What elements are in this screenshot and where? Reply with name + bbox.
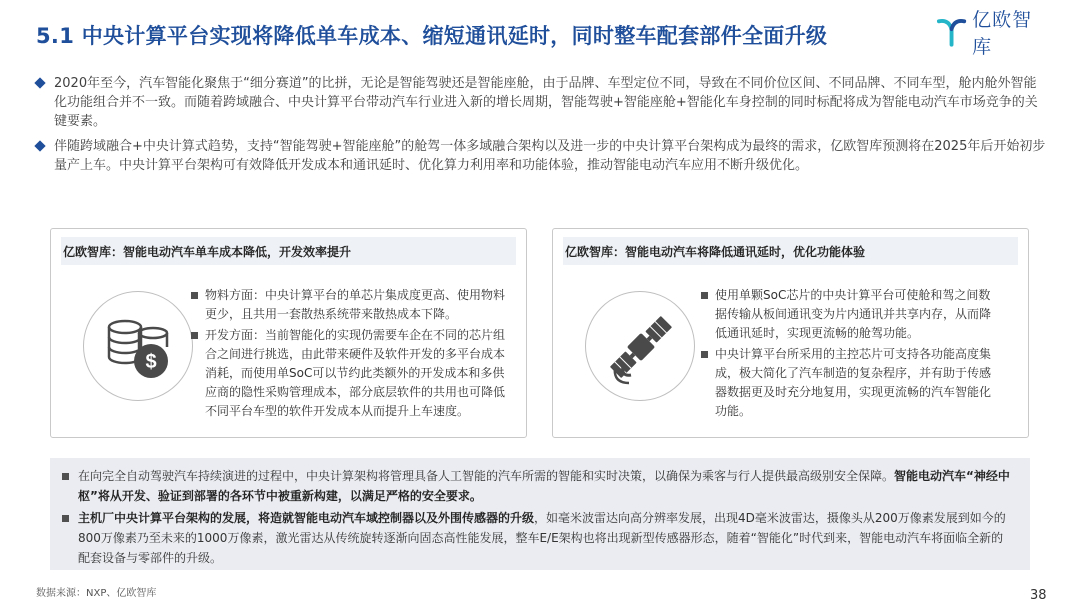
- square-bullet-icon: [191, 332, 198, 339]
- intro-item: [36, 74, 1046, 131]
- list-item-text: 开发方面：当前智能化的实现仍需要车企在不同的芯片组合之间进行挑选，由此带来硬件及软件开发的多平台成本消耗，而使用单SoC可以节约此类额外的开发成本和多供应商的隐性采购管理成本，部分底层软件的共用也可降低不同平台车型的软件开发成本从而提升上车速度。: [205, 328, 506, 418]
- intro-item: [36, 137, 1046, 175]
- square-bullet-icon: [701, 351, 708, 358]
- summary-bold-text: 智能电动汽车“神经中枢”将从开发、验证到部署的各环节中被重新构建，以满足严格的安全要求。: [78, 469, 1010, 503]
- summary-bold-text: 主机厂中央计算平台架构的发展，将造就智能电动汽车域控制器以及外围传感器的升级: [78, 511, 535, 525]
- data-source: 数据来源：NXP、亿欧智库: [36, 588, 157, 599]
- diamond-bullet-icon: [34, 77, 45, 88]
- satellite-icon: [601, 307, 681, 387]
- svg-text:$: $: [145, 351, 157, 373]
- square-bullet-icon: [62, 515, 69, 522]
- intro-text: 伴随跨域融合+中央计算式趋势，支持“智能驾驶+智能座舱”的舱驾一体多域融合架构以及进一步的中央计算平台架构成为最终的需求，亿欧智库预测将在2025年后开始初步量产上车。中央计算平台架构可有效降低开发成本和通讯延时、优化算力利用率和功能体验，推动智能电动汽车应用不断升级优化。: [54, 139, 1046, 173]
- card-title: 亿欧智库：智能电动汽车将降低通讯延时，优化功能体验: [563, 237, 1018, 265]
- logo-text: 亿欧智库: [972, 9, 1033, 58]
- card-cost-reduction: [50, 228, 527, 438]
- coins-dollar-icon: [99, 307, 179, 387]
- card-icon-circle: [585, 291, 695, 401]
- square-bullet-icon: [701, 292, 708, 299]
- square-bullet-icon: [62, 473, 69, 480]
- card-body: [191, 286, 516, 423]
- summary-item: [62, 508, 1012, 568]
- list-item: [191, 326, 516, 421]
- intro-text: 2020年至今，汽车智能化聚焦于“细分赛道”的比拼，无论是智能驾驶还是智能座舱，由于品牌、车型定位不同，导致在不同价位区间、不同品牌、不同车型，舱内舱外智能化功能组合并不一致。而随着跨域融合、中央计算平台带动汽车行业进入新的增长周期，智能驾驶+智能座舱+智能化车身控制的同时标配将成为智能电动汽车市场竞争的关键要素。: [54, 76, 1038, 129]
- list-item-text: 物料方面：中央计算平台的单芯片集成度更高、使用物料更少，且共用一套散热系统带来散热成本下降。: [205, 288, 506, 321]
- summary-box: [50, 458, 1030, 570]
- card-title: 亿欧智库：智能电动汽车单车成本降低，开发效率提升: [61, 237, 516, 265]
- list-item: [701, 286, 1001, 343]
- yiou-logo-icon: [935, 15, 968, 49]
- list-item-text: 使用单颗SoC芯片的中央计算平台可使舱和驾之间数据传输从板间通讯变为片内通讯并共享内存，从而降低通讯延时，实现更流畅的舱驾功能。: [715, 288, 992, 340]
- diamond-bullet-icon: [34, 140, 45, 151]
- page-title: 5.1 中央计算平台实现将降低单车成本、缩短通讯延时，同时整车配套部件全面升级: [36, 24, 828, 48]
- intro-section: [36, 74, 1046, 181]
- summary-text: ，如毫米波雷达向高分辨率发展，出现4D毫米波雷达，摄像头从200万像素发展到如今的800万像素乃至未来的1000万像素，激光雷达从传统旋转逐渐向固态高性能发展，整车E/E架构也将出现新型传感器形态，随着“智能化”时代到来，智能电动汽车将面临全新的配套设备与零部件的升级。: [78, 511, 1006, 565]
- page-number: 38: [1030, 588, 1047, 603]
- list-item: [701, 345, 1001, 421]
- card-body: [701, 286, 1001, 423]
- list-item-text: 中央计算平台所采用的主控芯片可支持各功能高度集成，极大简化了汽车制造的复杂程序，并有助于传感器数据更及时充分地复用，实现更流畅的汽车智能化功能。: [715, 347, 992, 418]
- summary-item: [62, 466, 1012, 506]
- square-bullet-icon: [191, 292, 198, 299]
- card-latency-reduction: [552, 228, 1029, 438]
- summary-text: 在向完全自动驾驶汽车持续演进的过程中，中央计算架构将管理具备人工智能的汽车所需的智能和实时决策，以确保为乘客与行人提供最高级别安全保障。: [78, 469, 895, 483]
- list-item: [191, 286, 516, 324]
- card-icon-circle: [83, 291, 193, 401]
- brand-logo: [935, 9, 1050, 58]
